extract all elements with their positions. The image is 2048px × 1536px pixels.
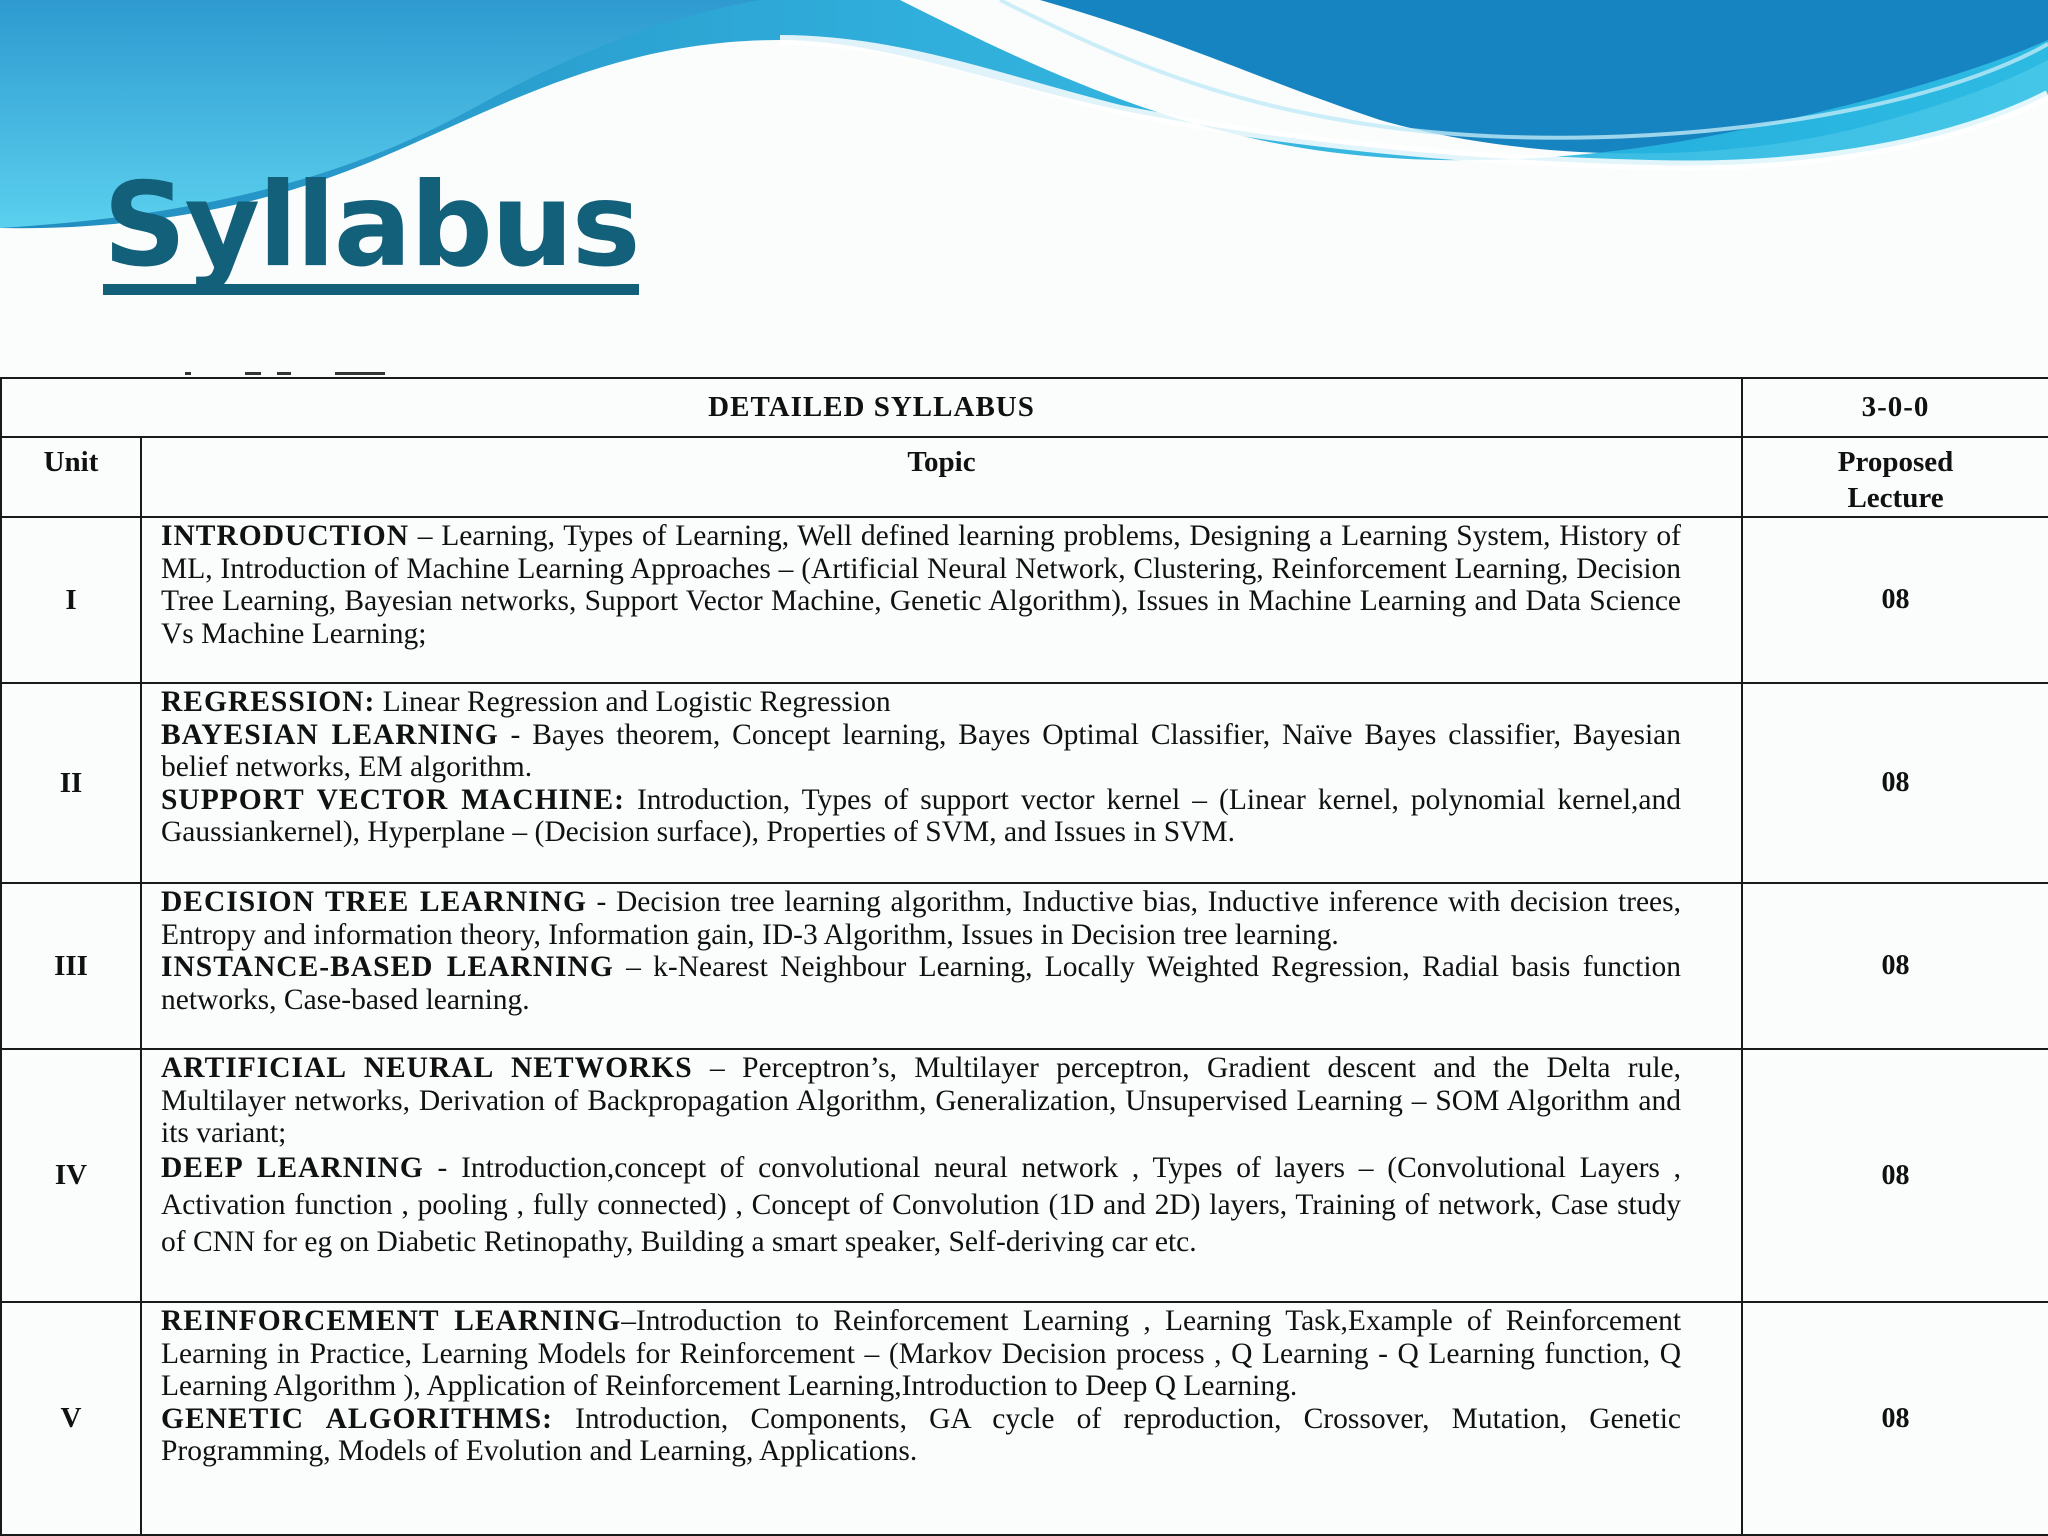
topic-text: –Introduction to Reinforcement Learning , Learning Task,Example of Reinforcement Learning in Practice, Learning Models for Reinforcement – (Markov Decision process , Q Learning - Q Learning function, Q Learning Algorithm ), Application of Reinforcement Learning,Introduction to Deep Q Learning. [161, 1305, 1682, 1402]
table-row [1, 883, 2048, 1049]
topic-heading: BAYESIAN LEARNING [161, 718, 499, 751]
topic-cell [141, 883, 1742, 1049]
topic-text: Introduction, Types of support vector kernel – (Linear kernel, polynomial kernel,and Gaussiankernel), Hyperplane – (Decision surface), Properties of SVM, and Issues in SVM. [161, 783, 1682, 848]
topic-heading: INTRODUCTION [161, 520, 410, 552]
slide-title: Syllabus [103, 158, 639, 293]
topic-heading: REGRESSION: [161, 686, 376, 718]
topic-cell [141, 683, 1742, 883]
topic-section [161, 686, 1681, 719]
unit-number: IV [1, 1049, 141, 1302]
topic-heading: REINFORCEMENT LEARNING [161, 1305, 622, 1337]
table-row [1, 683, 2048, 883]
topic-text: - Bayes theorem, Concept learning, Bayes Optimal Classifier, Naïve Bayes classifier, Bayesian belief networks, EM algorithm. [161, 718, 1682, 783]
topic-text: - Introduction,concept of convolutional neural network , Types of layers – (Convolutional Layers , Activation function , pooling , fully connected) , Concept of Convolution (1D and 2D) layers, Training of network, Case study of CNN for eg on Diabetic Retinopathy, Building a smart speaker, Self-deriving car etc. [161, 1151, 1682, 1258]
topic-heading: ARTIFICIAL NEURAL NETWORKS [161, 1052, 693, 1084]
topic-cell [141, 517, 1742, 683]
lecture-column-header: Proposed Lecture [1742, 437, 2048, 517]
topic-cell [141, 1049, 1742, 1302]
lecture-count: 08 [1742, 1049, 2048, 1302]
topic-text: – k-Nearest Neighbour Learning, Locally Weighted Regression, Radial basis function networks, Case-based learning. [161, 951, 1682, 1016]
topic-heading: GENETIC ALGORITHMS: [161, 1402, 553, 1435]
topic-text: – Perceptron’s, Multilayer perceptron, Gradient descent and the Delta rule, Multilayer networks, Derivation of Backpropagation Algorithm, Generalization, Unsupervised Learning – SOM Algorithm and its variant; [161, 1052, 1682, 1149]
topic-section [161, 1305, 1681, 1403]
unit-number: II [1, 683, 141, 883]
table-row [1, 1049, 2048, 1302]
topic-section [161, 520, 1681, 650]
topic-text: Linear Regression and Logistic Regression [375, 686, 891, 718]
topic-section [161, 886, 1681, 951]
unit-number: III [1, 883, 141, 1049]
lecture-count: 08 [1742, 883, 2048, 1049]
table-title-row [1, 378, 2048, 437]
topic-section [161, 951, 1681, 1016]
topic-text: - Decision tree learning algorithm, Inductive bias, Inductive inference with decision trees, Entropy and information theory, Information gain, ID-3 Algorithm, Issues in Decision tree learning. [161, 886, 1682, 951]
topic-heading: DEEP LEARNING [161, 1151, 424, 1184]
column-header-row [1, 437, 2048, 517]
unit-number: I [1, 517, 141, 683]
topic-section [161, 719, 1681, 784]
topic-section [161, 784, 1681, 849]
table-heading: DETAILED SYLLABUS [1, 378, 1742, 437]
topic-heading: INSTANCE-BASED LEARNING [161, 951, 614, 983]
lecture-count: 08 [1742, 517, 2048, 683]
topic-section [161, 1052, 1681, 1150]
lecture-count: 08 [1742, 683, 2048, 883]
topic-text: Introduction, Components, GA cycle of reproduction, Crossover, Mutation, Genetic Programming, Models of Evolution and Learning, Applications. [161, 1402, 1682, 1467]
topic-section [161, 1150, 1681, 1261]
table-row [1, 1302, 2048, 1535]
topic-text: – Learning, Types of Learning, Well defined learning problems, Designing a Learning System, History of ML, Introduction of Machine Learning Approaches – (Artificial Neural Network, Clustering, Reinforcement Learning, Decision Tree Learning, Bayesian networks, Support Vector Machine, Genetic Algorithm), Issues in Machine Learning and Data Science Vs Machine Learning; [161, 520, 1682, 650]
credits-label: 3-0-0 [1742, 378, 2048, 437]
syllabus-table [0, 377, 2048, 1536]
topic-section [161, 1403, 1681, 1468]
topic-cell [141, 1302, 1742, 1535]
topic-heading: SUPPORT VECTOR MACHINE: [161, 783, 625, 816]
topic-heading: DECISION TREE LEARNING [161, 886, 587, 918]
lecture-count: 08 [1742, 1302, 2048, 1535]
topic-column-header: Topic [141, 437, 1742, 517]
unit-number: V [1, 1302, 141, 1535]
table-row [1, 517, 2048, 683]
unit-column-header: Unit [1, 437, 141, 517]
